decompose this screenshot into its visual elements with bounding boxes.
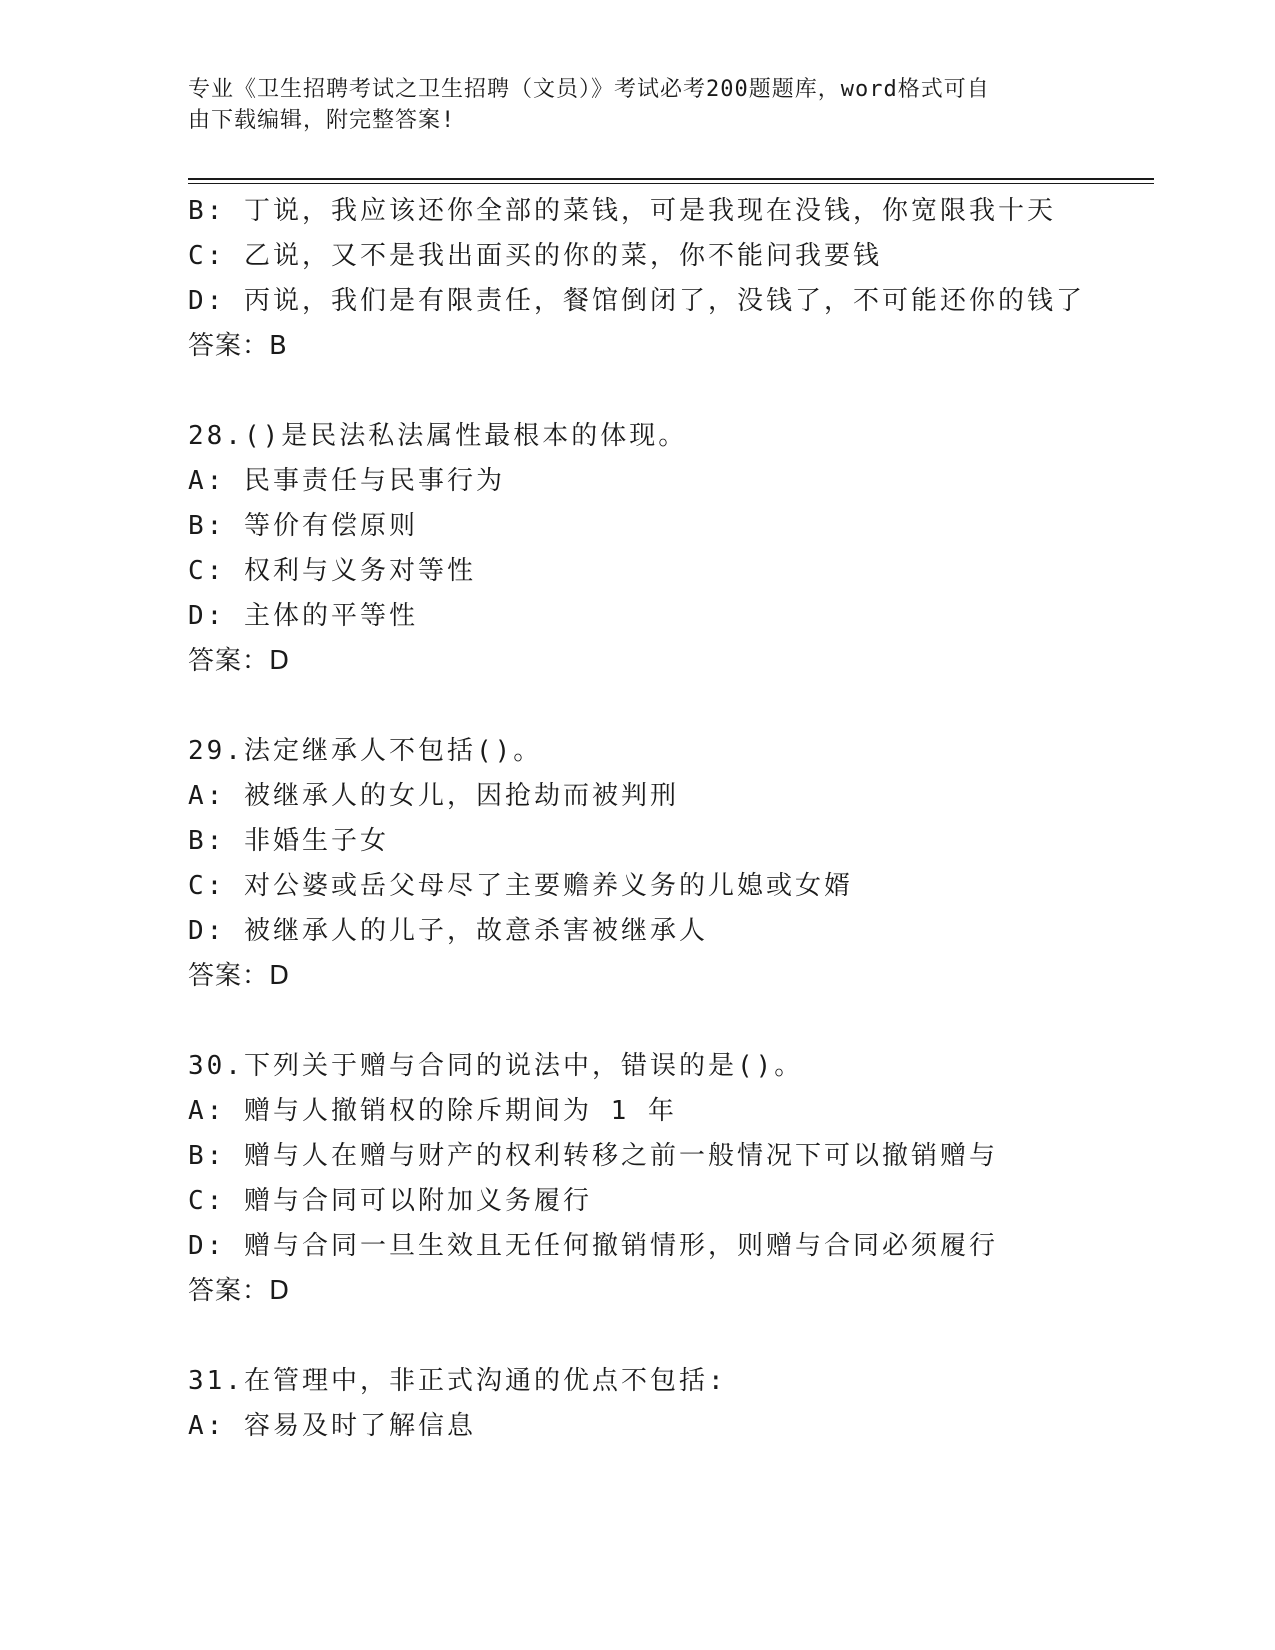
q29-option-c: C: 对公婆或岳父母尽了主要赡养义务的儿媳或女婿 — [188, 871, 853, 901]
header-rule-thick — [188, 178, 1154, 180]
q30-option-b: B: 赠与人在赠与财产的权利转移之前一般情况下可以撤销赠与 — [188, 1141, 998, 1171]
q27-option-c: C: 乙说，又不是我出面买的你的菜，你不能问我要钱 — [188, 241, 882, 271]
q30-question: 30.下列关于赠与合同的说法中，错误的是()。 — [188, 1051, 804, 1081]
q31-option-a: A: 容易及时了解信息 — [188, 1411, 476, 1441]
q27-answer: 答案：B — [188, 331, 288, 361]
q28-option-d: D: 主体的平等性 — [188, 601, 418, 631]
q28-option-b: B: 等价有偿原则 — [188, 511, 418, 541]
q28-question: 28.()是民法私法属性最根本的体现。 — [188, 421, 688, 451]
q29-option-b: B: 非婚生子女 — [188, 826, 389, 856]
header-line-1: 专业《卫生招聘考试之卫生招聘（文员）》考试必考200题题库，word格式可自 — [188, 77, 990, 102]
q30-answer: 答案：D — [188, 1276, 291, 1306]
q27-option-b: B: 丁说，我应该还你全部的菜钱，可是我现在没钱，你宽限我十天 — [188, 196, 1056, 226]
header-rule-thin — [188, 183, 1154, 184]
q29-option-a: A: 被继承人的女儿，因抢劫而被判刑 — [188, 781, 679, 811]
q28-option-a: A: 民事责任与民事行为 — [188, 466, 505, 496]
q30-option-a: A: 赠与人撤销权的除斥期间为 1 年 — [188, 1096, 677, 1126]
q29-question: 29.法定继承人不包括()。 — [188, 736, 543, 766]
header-line-2: 由下载编辑，附完整答案! — [188, 108, 456, 133]
q29-option-d: D: 被继承人的儿子，故意杀害被继承人 — [188, 916, 708, 946]
q30-option-d: D: 赠与合同一旦生效且无任何撤销情形，则赠与合同必须履行 — [188, 1231, 998, 1261]
q30-option-c: C: 赠与合同可以附加义务履行 — [188, 1186, 592, 1216]
q28-option-c: C: 权利与义务对等性 — [188, 556, 476, 586]
document-header — [188, 74, 1068, 136]
q27-option-d: D: 丙说，我们是有限责任，餐馆倒闭了，没钱了，不可能还你的钱了 — [188, 286, 1085, 316]
q31-question: 31.在管理中，非正式沟通的优点不包括: — [188, 1366, 727, 1396]
q28-answer: 答案：D — [188, 646, 291, 676]
q29-answer: 答案：D — [188, 961, 291, 991]
